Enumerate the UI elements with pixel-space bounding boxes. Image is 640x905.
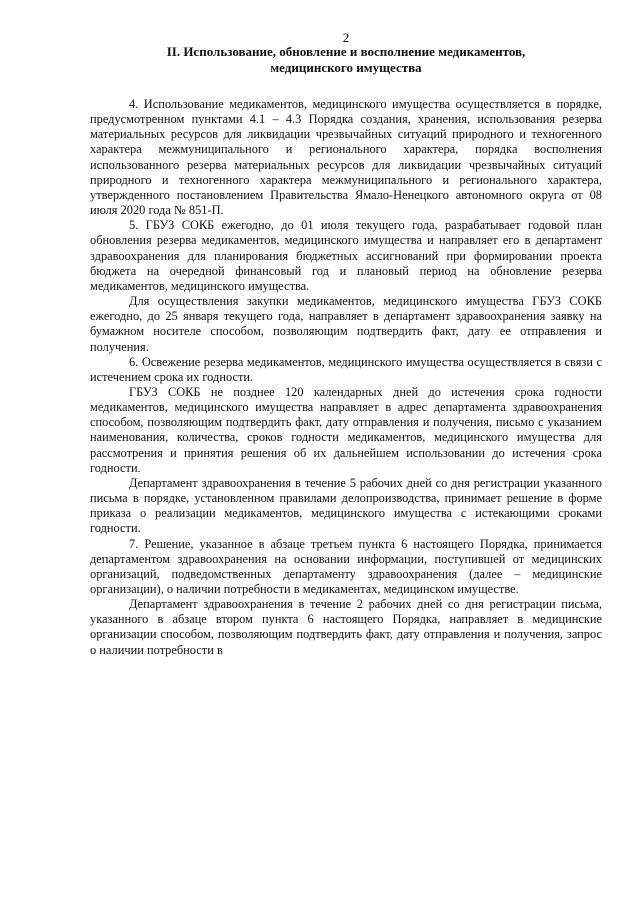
document-body <box>90 97 602 658</box>
paragraph-expiry-notice: ГБУЗ СОКБ не позднее 120 календарных дней до истечения срока годности медикаментов, медицинского имущества направляет в адрес департамента здравоохранения способом, позволяющим подтвердить факт, дату отправления и получения, письмо с указанием наименования, количества, сроков годности медикаментов, медицинского имущества для рассмотрения и принятия решения об их дальнейшем использовании до истечения срока годности. <box>90 384 602 475</box>
paragraph-item-7: 7. Решение, указанное в абзаце третьем пункта 6 настоящего Порядка, принимается департаментом здравоохранения на основании информации, поступившей от медицинских организаций, подведомственных департаменту здравоохранения (далее – медицинские организации), о наличии потребности в медикаментах, медицинском имуществе. <box>90 536 602 596</box>
paragraph-item-5: 5. ГБУЗ СОКБ ежегодно, до 01 июля текущего года, разрабатывает годовой план обновления резерва медикаментов, медицинского имущества и направляет его в департамент здравоохранения для планирования бюджетных ассигнований при формировании проекта бюджета на очередной финансовый год и плановый период на обновление резерва медикаментов, медицинского имущества. <box>90 218 602 293</box>
paragraph-department-decision: Департамент здравоохранения в течение 5 рабочих дней со дня регистрации указанного письма в порядке, установленном правилами делопроизводства, принимает решение в форме приказа о реализации медикаментов, медицинского имущества с истекающими сроками годности. <box>90 475 602 536</box>
paragraph-item-4: 4. Использование медикаментов, медицинского имущества осуществляется в порядке, предусмотренном пунктами 4.1 – 4.3 Порядка создания, хранения, использования резерва материальных ресурсов для ликвидации чрезвычайных ситуаций природного и техногенного характера межмуниципального и регионального характера, порядка восполнения использованного резерва материальных ресурсов для ликвидации чрезвычайных ситуаций природного и техногенного характера межмуниципального и регионального характера, утвержденного постановлением Правительства Ямало-Ненецкого автономного округа от 08 июля 2020 года № 851-П. <box>90 97 602 218</box>
section-title <box>90 44 602 76</box>
document-page <box>90 0 602 905</box>
paragraph-department-request: Департамент здравоохранения в течение 2 рабочих дней со дня регистрации письма, указанного в абзаце втором пункта 6 настоящего Порядка, направляет в медицинские организации способом, позволяющим подтвердить факт, дату отправления и получения, запрос о наличии потребности в <box>90 597 602 657</box>
section-title-line-1: II. Использование, обновление и восполнение медикаментов, <box>166 44 526 59</box>
page-number: 2 <box>342 30 350 45</box>
paragraph-item-6: 6. Освежение резерва медикаментов, медицинского имущества осуществляется в связи с истечением срока их годности. <box>90 354 602 384</box>
paragraph-procurement: Для осуществления закупки медикаментов, медицинского имущества ГБУЗ СОКБ ежегодно, до 25 января текущего года, направляет в департамент здравоохранения заявку на бумажном носителе способом, позволяющим подтвердить факт, дату ее отправления и получения. <box>90 294 602 354</box>
section-title-line-2: медицинского имущества <box>270 60 422 75</box>
